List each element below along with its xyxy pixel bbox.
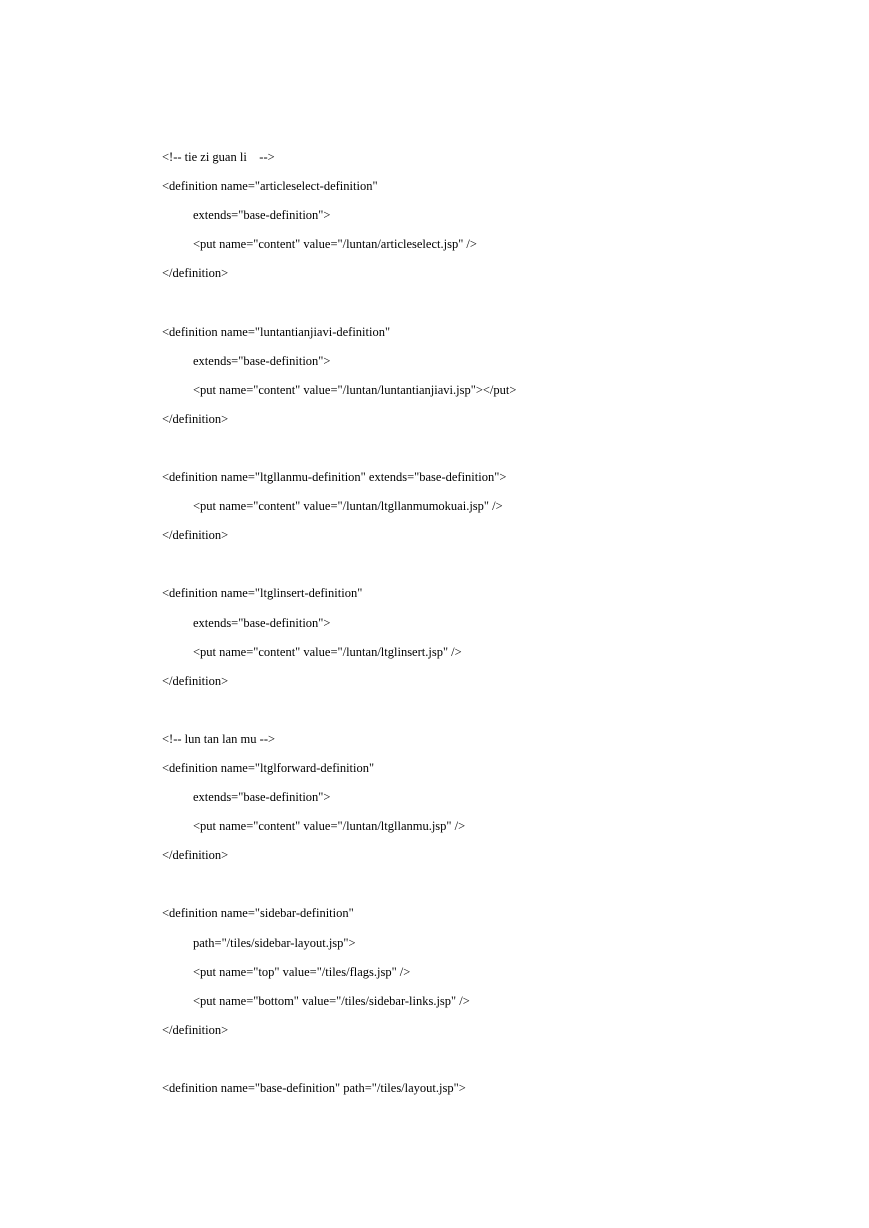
code-line: </definition> xyxy=(162,528,229,543)
code-line: <put name="content" value="/luntan/ltgllanmu.jsp" /> xyxy=(193,819,466,834)
code-line: <definition name="articleselect-definition" xyxy=(162,179,378,194)
code-line: </definition> xyxy=(162,1022,229,1037)
code-line: <definition name="luntantianjiavi-definition" xyxy=(162,324,391,339)
code-line: extends="base-definition"> xyxy=(193,790,331,805)
code-line: extends="base-definition"> xyxy=(193,353,331,368)
code-line: </definition> xyxy=(162,266,229,281)
code-line: </definition> xyxy=(162,848,229,863)
blank-line xyxy=(162,696,822,725)
code-line: <definition name="ltglforward-definition" xyxy=(162,760,375,775)
code-line: path="/tiles/sidebar-layout.jsp"> xyxy=(193,935,356,950)
blank-line xyxy=(162,870,822,899)
code-line: <definition name="sidebar-definition" xyxy=(162,906,354,921)
code-line: <put name="content" value="/luntan/luntantianjiavi.jsp"></put> xyxy=(193,382,517,397)
code-line: <definition name="ltglinsert-definition" xyxy=(162,586,363,601)
blank-line xyxy=(162,434,822,463)
code-line: extends="base-definition"> xyxy=(193,615,331,630)
code-line: extends="base-definition"> xyxy=(193,208,331,223)
code-line: <put name="bottom" value="/tiles/sidebar-links.jsp" /> xyxy=(193,993,470,1008)
code-line: <definition name="ltgllanmu-definition" extends="base-definition"> xyxy=(162,470,507,485)
document-body xyxy=(162,143,822,1103)
code-line: <definition name="base-definition" path="/tiles/layout.jsp"> xyxy=(162,1081,466,1095)
code-line: </definition> xyxy=(162,411,229,426)
blank-line xyxy=(162,288,822,317)
blank-line xyxy=(162,550,822,579)
comment-line: <!-- tie zi guan li --> xyxy=(162,150,275,164)
code-line: </definition> xyxy=(162,673,229,688)
blank-line xyxy=(162,1045,822,1074)
code-line: <put name="content" value="/luntan/ltgllanmumokuai.jsp" /> xyxy=(193,499,503,514)
code-line: <put name="content" value="/luntan/articleselect.jsp" /> xyxy=(193,237,477,252)
code-line: <put name="content" value="/luntan/ltglinsert.jsp" /> xyxy=(193,644,462,659)
code-line: <put name="top" value="/tiles/flags.jsp" /> xyxy=(193,964,411,979)
comment-line: <!-- lun tan lan mu --> xyxy=(162,731,276,746)
